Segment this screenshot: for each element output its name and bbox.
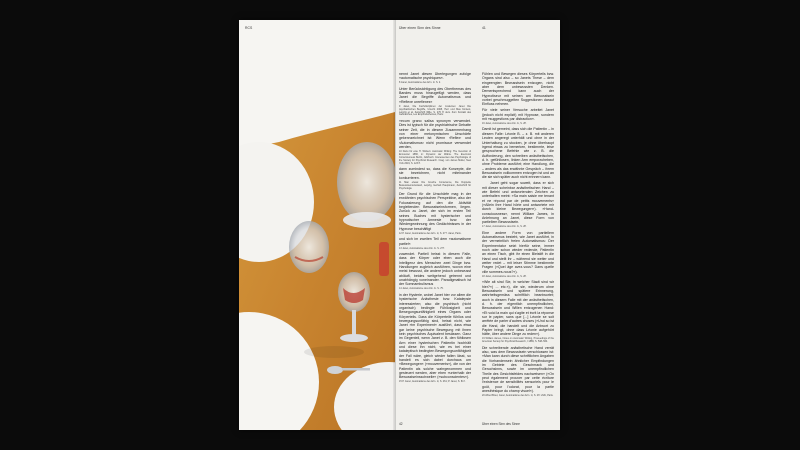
book-spread — [239, 20, 560, 430]
footnote: 15 P. Janet, Automatisme des Artn. 1i, S. 261; P. Janet, S. 84 f. — [399, 380, 466, 384]
paragraph: Die schreibende anästhetische Hand verrät also, was dem Bewusstsein verschlossen ist: »Man kann durch diese schriftlichen Angaben die Vorhandensein ähnlicher Empfindungen im Gebiete des Geschmack und Geruchsinns, sowie im unempfindlichen Theile des Gesichtsfeldes nachweisen« (»On peut également prouver par cette écriture l'existence de sensibilités sensoriels pour le goût, pour l'odorat, pour la partie anesthésique du champ visuel«). — [482, 345, 554, 394]
paragraph: Unter Berücksichtigung des Oberthemas des Bandes muss hinzugefügt werden, dass Janet die Begriffe Automatismus und »Reflexe unreflexes« — [399, 86, 471, 104]
footnote: 12 P. Janet, Automatisme des Artn. 1i, S. 277. Janet, Paris. — [399, 231, 462, 235]
folio-left: 42 — [399, 422, 403, 426]
right-page — [396, 20, 560, 430]
footnote: 20 Alfred Binet, Janet, Automatisme des Artn. 1i, S. 2ff. Lhiht, Paris. — [482, 394, 554, 398]
paragraph: Für viele seiner Versuche arbeitet Janet (jedoch nicht explizit) mit Hypnose, sondern mit »suggestions par distraction«. — [482, 108, 554, 122]
footnote: 13 Janet, Automatisme des Artn. 1i. S. 277. — [399, 246, 445, 250]
paragraph: und sich im zweiten Teil dem »automatisme partiel« — [399, 237, 471, 246]
footnote: 9 Janet, Die Fachdisziplinen der modernen Janet Die psychiatrischen Begriffe, Utrecht 2008, Herr und Mas Kontext, Leipzig et al. Zeitschrift Wille, S. 276 ff; ders. Zum Kontakt des Gebrauches, Les Empfindschemes, Paris. — [399, 104, 471, 117]
running-head-title: Über einen Sinn des Sinne — [399, 26, 441, 30]
footnote: 18 Janet, Automatisme des Artn. 1i, S. 2ff. — [482, 274, 527, 278]
paragraph: Eine andere Form von partiellem Automatismus besteht, wie Janet ausführt, in der vermeintlich freien Automatismus: Der Experimentator setzt hierfür seine, immer noch oder schon wieder redende, Patientin an einen Tisch, gibt ihr einen Bleistift in die Hand und stellt ihr – während sie weiter und weiter redet – mit leiser Stimme bestimmte Fragen (»Quel âge avez-vous? Dans quelle ville sommes-nous?«). — [482, 230, 554, 274]
running-head-page-number: 41 — [482, 26, 486, 30]
footnote: 19 William James, Notes on Automatic Writing, Proceedings of the American Society for Psychical Research, I 1889, S. 548–564. — [482, 337, 554, 344]
paragraph: »Wie alt sind Sie, in welcher Stadt sind wir hier?«) ... etc.«), die sie, wiederum ohne Bewusstsein und spätere Erinnerung, wahrheitsgemäss schriftlich beantwortet; auch in diesem Falle mit der anästhetischen, d. h. der eigentlich unempfindlichen, Bewusstsein und Willen entzogenen Hand: »Et voici la main qui s'agite et écrit la réponse sur le papier, sans que [...] Léonie se soit arrêtée de parler d'autres choses (»Und so ist die Hand, die handelt und die Antwort zu Papier bringt, ohne dass Léonie aufgehört hätte, über andere Dinge zu reden«). — [482, 280, 554, 337]
text-column-1 — [399, 72, 471, 420]
footnote: 14 Janet, Automatisme des Artn. 1i. S. 75. — [399, 287, 444, 291]
photo-illustration — [239, 52, 395, 430]
paragraph: zuwendet. Partiell heisst in diesem Falle, dass der Körper oder eben auch die Intelligenz des Menschen zwei Dinge bzw. Handlungen zugleich ausführen, wovon eine meist bewusst, die andere jedoch unbewusst abläuft, beides weitgehend getrennt und unabhängig voneinander. Paradigmatisch ist der Somnambulismus — [399, 252, 471, 287]
running-head-left: RCS — [245, 26, 253, 30]
left-page — [239, 20, 395, 430]
paragraph: Damit ist gemeint, dass sich die Patientin – in diesem Falle: Léonie B. – z. B. mit anderen Leuten angeregt unterhält und ohne in der Unterhaltung zu stocken, je ohne überhaupt irgend etwas zu bemerken, bestimmte, leise gesprochene Befehle wie z. B. die Aufforderung, den schreiben anästhetischen, d. h. gefühllosen, linken Arm emporzuheben, ohne Probleme ausführt; eine Handlung, die – anders als das erwähnte Gespräch – ihrem Bewusstsein vollkommen entzogen ist und an die sie sich später auch nicht erinnern kann. — [482, 127, 554, 180]
footnote: 16 Janet, Automatisme des Artn. 1i, S. 2ff. — [482, 121, 527, 125]
footnote: 11 Man etwas: Die Couche Conscience, Die Doppelte Bewusstseinszustand, Leipzig, Gerhart Hauptmann, Zeitschrift für Psychologie — [399, 180, 471, 190]
table-setting-photo — [239, 52, 395, 430]
paragraph: »ecum grano salisa synonym verwendet. Dies ist typisch für die psychiatrische Debatte seiner Zeit, die in diesem Zusammenhang von einer metonymischen Unschärfe gekennzeichnet ist: Wenn ›Reflex‹ und ›Automatismus‹ nicht promiscue verwendet werden, — [399, 118, 471, 150]
paragraph: in der Hysterie, wobei Janet hier vor allem die hysterische Anästhesie bzw. Katalepsie interessierten; also die psychisch (nicht organisch) bedingte Fühllosigkeit und Bewegungsunfähigkeit eines Organs oder Körperteils. Dass die Körperteile fühllos und bewegungsunfähig sind, heisst nicht, wie Janet »im Experiment« ausführt, dass etwa gar keine psychische Bewegung mit ihnen kein psychisches Äquivalent besässen. Ganz im Gegenteil, wenn Janet z. B. den fühllosen Arm einer hysterischen Patientin hochhält und diese ihn nicht, wie es bei einer kataleptisch bedingten Bewegungsunfähigkeit der Fall wäre, gleich wieder fallen lässt, so handelt es sich dabei durchaus um »Bewegungen« (»mouvements«), die von der Patientin als solche wahrgenommen und gesteuert werden, aber eben »unterhalb der Bewusstseinsschwelle« (»subconscientes«). — [399, 292, 471, 380]
text-column-2 — [482, 72, 554, 420]
footnote: 10 Dazu für eine H. Wickert. Automatic Writing: The Invention of Encounter 1880, in: Dynamic der Wahre. The Evermost Consciousness Berlin, Jahrbuch. Interessenten des Psychologie of the Society for Psychical Research. Imag. von James Muller, New York 2019, S. 123 ff. — [399, 149, 471, 165]
paragraph: nennt Janet diesen Überlegungen zufolge »automatische psychiques«. — [399, 72, 471, 81]
footnote: 17 Janet, Automatisme des Artn. 1i, S. 2ff. — [482, 225, 527, 229]
footnote: 8 Janet, Automatisme des Artn. 1i. S. 2. — [399, 81, 441, 85]
paragraph: Janet geht sogar soweit, dass er sich mit dieser scheinbar anästhetischen Hand – wie Befehl und antwortenden Zeichen zu unterhalten meint: »Sa main saisie me tenant et ne répond par de petits mouvements« (»Allein ihre Hand hörte und antwortete mir durch kleine Bewegungen«). »Hand-consciousness«, nennt William James, in Anlehnung an Janet, diese Form von partiellem Bewusstsein. — [482, 181, 554, 225]
paragraph: Der Grund für die Unschärfe mag in der erwähnten psychischen Perspektive, also der Fokussierung auf den die Aktivität begleitenden Bewusstseinsformen, liegen. Zurück zu Janet, der sich im ersten Teil seines Buches mit hysterischer und hypnotischer Amnesie bzw. der Wiedergewinnung des Gedächtnisses in der Hypnose beschäftigt — [399, 192, 471, 231]
paragraph: dann zumindest so, dass die Konzepte, die sie bezeichnen, nicht miteinander konkurrieren. — [399, 167, 471, 180]
folio-right: Über einen Sinn des Sinne — [482, 422, 520, 426]
paragraph: Fühlen und Bewegen dieses Körperteils bzw. Organs sind also – so Janets These – dem eingeengten Bewusstsein entzogen, nicht aber dem unbewussten Denken. Dementsprechend kann auch der Hypnotiseur mit seinen am Bewusstsein vorbei geschmuggelten Suggestionen darauf Einfluss nehmen. — [482, 72, 554, 107]
